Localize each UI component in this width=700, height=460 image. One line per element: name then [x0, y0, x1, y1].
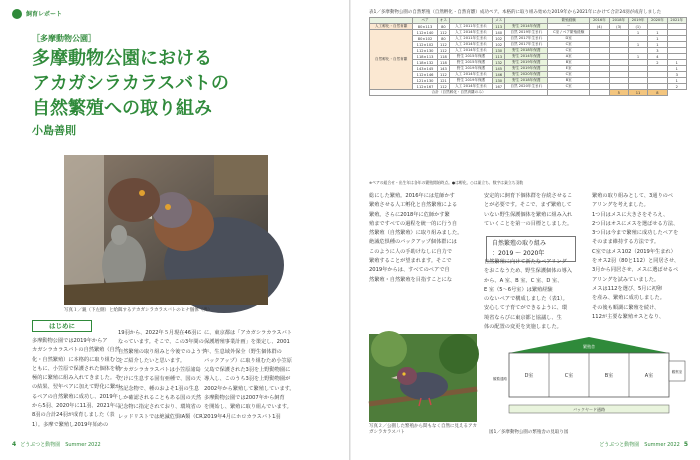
table-cell: 野生 2015年保護 — [450, 54, 493, 60]
text-line: の結果、翌年ペアに加えて野化に繋が — [32, 384, 121, 391]
text-line: 化・自然繁殖）に本格的に取り組むと — [32, 356, 121, 363]
table-cell: 自然 2019年生まれ — [505, 30, 548, 36]
text-line: 2019年4月にホロカラスバト1羽 — [204, 413, 281, 420]
table-cell: C室 / ペア繁殖経験 — [548, 30, 590, 36]
table-cell: 野生 2020年保護 — [505, 72, 548, 78]
table-cell: 130 — [492, 48, 505, 54]
table-title: 表1／多摩動物公園の自然繁殖（自然孵化・自然育雛）成功ペア。本格的に取り組み始めた2019年から2021年にかけて合計24羽が成育しました — [369, 10, 662, 15]
table-cell: 1 — [667, 60, 686, 66]
table-cell: 自然 2017年生まれ — [505, 42, 548, 48]
text-line: 殖まですべての過程を統一的に行う自 — [369, 220, 458, 227]
pigeon-branch-illustration — [369, 334, 477, 422]
text-line: をオス2羽（80と112）と同居させ、 — [592, 258, 680, 265]
table-cell: 143×145 — [413, 66, 437, 72]
table-cell: C室 — [548, 72, 590, 78]
text-line: 年、生息域外保全（野生個体群の — [204, 348, 288, 355]
table-cell: 1 — [648, 30, 667, 36]
text-line: ていくことを第一の目標としました。 — [484, 220, 573, 227]
intro-heading: はじめに — [32, 320, 92, 332]
table-cell: 132 — [492, 60, 505, 66]
table-cell: 167 — [492, 84, 505, 90]
table-header-cell: 2020年 — [648, 18, 667, 24]
table-header-cell: 繁殖経験 — [548, 18, 590, 24]
article-title — [32, 46, 332, 121]
text-line: 境省ならびに東京都と協議し、生 — [484, 314, 562, 321]
table-cell: (3) — [609, 24, 628, 30]
table-cell: 野生 2018年保護 — [505, 78, 548, 84]
table-cell: 人工 2011年生まれ — [450, 24, 493, 30]
text-line: 保護増殖事業計画」を策定し、2001 — [204, 339, 290, 346]
table-cell: B室 — [548, 60, 590, 66]
table-cell: 自然 2020年生まれ — [505, 84, 548, 90]
table-cell: C室 — [548, 42, 590, 48]
table-cell: 人工 2014年生まれ — [450, 72, 493, 78]
table-header-cell: 2016年 — [590, 18, 609, 24]
text-line: 父島で保護された3羽を上野動物園に — [204, 367, 291, 374]
text-line: 安心して子育てができるように、環 — [484, 305, 568, 312]
text-line: 記念物に指定されており、環境省の — [118, 404, 202, 411]
body-column-6 — [592, 192, 690, 332]
table-cell: C室 — [548, 84, 590, 90]
table-total-label: 合計（自然孵化・自然育雛のみ） — [370, 90, 548, 96]
observation-room-label: 観察室 — [671, 370, 683, 374]
text-line: 2つ目はオスにメスを選ばせる方法、 — [592, 220, 679, 227]
text-line: カガシラカラスバトの自然繁殖（自然 — [32, 347, 120, 354]
table-cell: 1 — [628, 42, 647, 48]
table-cell: 145 — [492, 66, 505, 72]
table-cell: 80×113 — [413, 24, 437, 30]
room-label: A室 — [644, 373, 654, 379]
table-cell: 112×130 — [413, 48, 437, 54]
subhead-line: 自然繁殖の取り組み — [492, 240, 547, 247]
text-line: 1つ目はメスに大きさをそろえ、 — [592, 211, 669, 218]
table-cell: 人工 2014年生まれ — [450, 42, 493, 48]
table-cell: 140 — [492, 30, 505, 36]
table-cell: 野生 2014年保護 — [505, 24, 548, 30]
text-line: そのまま維持する方法です。 — [592, 239, 660, 246]
roof-label: 繁殖舎 — [583, 344, 595, 349]
table-cell: D室 — [548, 36, 590, 42]
table-cell: ー — [548, 24, 590, 30]
text-line: 自然繁殖に向けて新たなペアリング — [484, 259, 567, 265]
table-cell: 112 — [437, 84, 449, 90]
table-cell: 118 — [437, 54, 449, 60]
table-cell: 102 — [492, 42, 505, 48]
table-cell: 野生 2019年保護 — [505, 66, 548, 72]
text-line: 繁殖することが望まれます。そこで — [369, 258, 452, 265]
table-cell: 118 — [437, 60, 449, 66]
table-cell: 102 — [492, 36, 505, 42]
text-line: レッドリストでは絶滅危惧IA類（CR） — [118, 413, 208, 420]
table-cell: 2 — [648, 60, 667, 66]
text-line: 絶滅危惧種のバックアップ個体群には — [369, 239, 457, 246]
table-header-cell: オス — [437, 18, 449, 24]
body-column-2 — [118, 329, 208, 433]
text-line: アリングを考えました。 — [592, 202, 649, 209]
page-gutter — [349, 0, 351, 460]
table-cell: 112×102 — [413, 42, 437, 48]
table-cell: 4 — [648, 54, 667, 60]
table-cell: 自然 2017年生まれ — [505, 36, 548, 42]
table-cell: 人工 2014年生まれ — [450, 84, 493, 90]
article-tag: ［多摩動物公園］ — [32, 34, 96, 43]
text-line: しか確認されることもある国の天然 — [118, 395, 202, 402]
text-line: を産み、繁殖に成功しました。 — [592, 295, 665, 302]
table-cell: 112×146 — [413, 72, 437, 78]
text-line: 総にした繁殖。2016年には危師かす — [369, 193, 455, 199]
table-total-cell: 8 — [648, 90, 667, 96]
table-cell: 143 — [437, 66, 449, 72]
table-cell: 1 — [648, 42, 667, 48]
table-cell: 130 — [492, 78, 505, 84]
text-line: 多摩動物公園では2019年からア — [32, 338, 108, 344]
left-page-footer — [12, 441, 101, 448]
table-cell: 野生 2015年保護 — [450, 60, 493, 66]
table-cell: 80 — [437, 24, 449, 30]
text-line: 体の配置の変更を実施しました。 — [484, 324, 562, 331]
table-cell: 1 — [628, 30, 647, 36]
table-cell: 人工 2011年生まれ — [450, 36, 493, 42]
subhead-line: ：2019 ～ 2020年 — [492, 250, 545, 257]
table-cell: 人工 2014年生まれ — [450, 48, 493, 54]
text-line: を開始し、繁殖に取り組んでいます。 — [204, 404, 292, 411]
left-page-number: 4 — [12, 441, 17, 448]
table-cell: 野生 2014年保護 — [505, 54, 548, 60]
table-cell: 2 — [667, 84, 686, 90]
table-cell: 146 — [492, 72, 505, 78]
title-line: 自然繁殖への取り組み — [32, 98, 212, 119]
text-line: 然繁殖・自然繁殖を目指すことにな — [369, 276, 453, 283]
table-cell: 野生 2019年保護 — [450, 66, 493, 72]
table-cell: 1 — [628, 54, 647, 60]
table-header-cell: 2019年 — [628, 18, 647, 24]
table-cell: 112 — [437, 48, 449, 54]
title-line: 多摩動物公園における — [32, 48, 212, 69]
backyard-label: バックヤード通路 — [573, 407, 605, 412]
text-line: 2019年からは、すべてのペアで自 — [369, 267, 450, 274]
text-line: 繁殖。さらに2018年に危師かす繁 — [369, 211, 450, 218]
table-group-cell: 人工孵化・自然育雛 — [370, 24, 413, 30]
table-cell: 118×132 — [413, 60, 437, 66]
text-line: 19羽から、2022年５月現在46羽に — [118, 330, 202, 336]
right-page-number: 5 — [683, 441, 688, 448]
text-line: いない野生保護個体を繁殖に組み入れ — [484, 211, 573, 218]
text-line: E 室（5～6号室）は繁殖経験 — [484, 286, 553, 293]
table-total-row — [370, 90, 687, 96]
room-label: B室 — [604, 373, 614, 379]
text-line: 112が主要な繁殖オスとなり、 — [592, 313, 665, 320]
text-line: に、東京都は「アカガシラカラスバト — [204, 330, 292, 336]
table-cell: 1 — [667, 66, 686, 72]
text-line: るペアの自然繁殖に成功し、2019年 — [32, 393, 118, 400]
text-line: 1）。多摩で繁殖し2019年始めの — [32, 421, 109, 428]
left-footer-text: どうぶつと動物園 Summer 2022 — [20, 442, 101, 448]
text-line: ともに、小笠原で保護された個体を積 — [32, 365, 121, 372]
right-page-footer — [599, 441, 688, 448]
table-cell: 野生 2019年保護 — [505, 60, 548, 66]
text-line: 導入し、このうち3羽を上野動物園が — [204, 376, 291, 383]
table-cell: 112×140 — [413, 30, 437, 36]
room-label: D室 — [524, 373, 534, 379]
table-cell: A室 — [548, 54, 590, 60]
table-cell: 112 — [437, 72, 449, 78]
table-header-cell: 2018年 — [609, 18, 628, 24]
body-column-3 — [204, 329, 295, 433]
photo1-caption: 写真１／親（下左側）と給餌するアカガシラカラスバトのヒナ個体（奥） — [64, 308, 213, 313]
text-line: から5羽、2020年に11羽、2021年に — [32, 403, 121, 410]
text-line: 安定的に飼育下個体群を存続させるこ — [484, 193, 573, 199]
text-line: 然繁殖（自然繁殖）に取り組みました。 — [369, 230, 463, 237]
table-cell: 121 — [437, 78, 449, 84]
pigeon-photo-illustration — [64, 155, 268, 305]
article-author: 小島善則 — [32, 124, 76, 137]
table-cell: 3 — [648, 48, 667, 54]
text-line: アリングを試みていました。 — [592, 276, 660, 283]
text-line: 8羽の合計24羽が成育しました（表 — [32, 412, 115, 419]
text-line: 自然繁殖の取り組みと今後でのようす — [118, 348, 207, 355]
table-cell: 112×167 — [413, 84, 437, 90]
body-column-1 — [32, 337, 121, 433]
side-label: 観覧通路 — [493, 377, 507, 381]
aviary-floor-plan — [489, 335, 689, 427]
text-line: なっています。そこで、この3年間の — [118, 339, 204, 346]
table-total-cell — [548, 90, 590, 96]
text-line: をおこなうため、野生保護個体の導入 — [484, 268, 572, 275]
text-line: 2002年から繁殖して繁殖しています。 — [204, 385, 295, 392]
figure1-caption: 図1／多摩動物公園の繁殖舎の見取り図 — [489, 430, 569, 435]
table-cell: 112 — [437, 42, 449, 48]
table-cell: 野生 2019年保護 — [450, 78, 493, 84]
text-line: その後も順調に繁殖を続け、 — [592, 304, 660, 311]
text-line: C室ではメス102（2019年生まれ） — [592, 248, 676, 255]
section-badge-icon — [12, 9, 22, 19]
table-cell: C室 — [548, 48, 590, 54]
table-header-cell: 2021年 — [667, 18, 686, 24]
body-column-5b — [484, 258, 584, 334]
title-line: アカガシラカラスバトの — [32, 73, 229, 94]
text-line: 繁殖させる人工孵化と自然繁殖による — [369, 202, 458, 209]
table-cell: (1) — [628, 24, 647, 30]
table-total-cell — [590, 90, 609, 96]
table-cell: 80 — [437, 36, 449, 42]
text-line: 極的に繁殖に組み入れてきました。そ — [32, 375, 121, 382]
text-line: 繁殖の取り組みとして、3通りのペ — [592, 193, 674, 199]
table-total-cell: 5 — [609, 90, 628, 96]
table-cell: 113 — [492, 54, 505, 60]
text-line: メスは112を選び、5月に初卵 — [592, 285, 663, 292]
text-line: 3つ目は今まで繁殖に成功したペアを — [592, 230, 679, 237]
text-line: とが必要です。そこで、まず繁殖して — [484, 202, 572, 209]
table-cell: 80×102 — [413, 36, 437, 42]
table-header-cell: ペア — [413, 18, 437, 24]
table-cell: 人工 2014年生まれ — [450, 30, 493, 36]
text-line: 然記念物で、種のおよそ1羽の生息 — [118, 385, 200, 392]
table-cell: 121×130 — [413, 78, 437, 84]
table-cell: 118×113 — [413, 54, 437, 60]
table-cell: 3 — [667, 72, 686, 78]
body-column-4 — [369, 192, 473, 332]
body-column-5 — [484, 192, 584, 232]
table-cell: 113 — [492, 24, 505, 30]
text-line: アカガシラカラスバトは小笠原諸島 — [118, 367, 201, 374]
table-cell: 112 — [437, 30, 449, 36]
table-cell: (4) — [590, 24, 609, 30]
table-header-cell: メス — [492, 18, 505, 24]
text-line: のないペアで構成しました（表1）。 — [484, 296, 568, 303]
text-line: バックアップ）に取り組むため小笠原 — [204, 357, 292, 364]
table-cell: E室 — [548, 66, 590, 72]
text-line: このように人の手助けなしに自力で — [369, 248, 453, 255]
table-group-cell: 自然孵化・自然育雛 — [370, 30, 413, 90]
text-line: から、A 室、B 室、C 室、D 室、 — [484, 277, 563, 284]
table-cell: 野生 2018年保護 — [505, 48, 548, 54]
table-cell: 1 — [648, 36, 667, 42]
photo2-caption: 写真２／公園した繁殖から間もなく自然に見えるアカガシラカラスバト — [369, 424, 477, 435]
section-label: 飼育レポート — [26, 11, 63, 18]
text-line: 多摩動物公園では2007年から飼育 — [204, 395, 285, 402]
table-total-cell: 11 — [628, 90, 647, 96]
table-cell: 1 — [667, 78, 686, 84]
breeding-pairs-table — [369, 17, 687, 96]
pigeon-on-branch-photo — [369, 334, 477, 422]
room-label: C室 — [564, 373, 574, 379]
table-cell: B室 — [548, 78, 590, 84]
text-line: をご紹介したいと思います。 — [118, 357, 186, 364]
right-footer-text: どうぶつと動物園 Summer 2022 — [599, 442, 680, 448]
table-note: ※ペアの組合せ・出生年は各年の繁殖開始時点。●は孵化、○は巣立ち、数字は巣立ち羽数 — [369, 180, 524, 185]
pigeon-with-chick-photo — [64, 155, 268, 305]
text-line: だけに生息する固有亜種で、国の天 — [118, 376, 201, 383]
text-line: 3月から同居させ、メスに選ばせるペ — [592, 267, 679, 274]
